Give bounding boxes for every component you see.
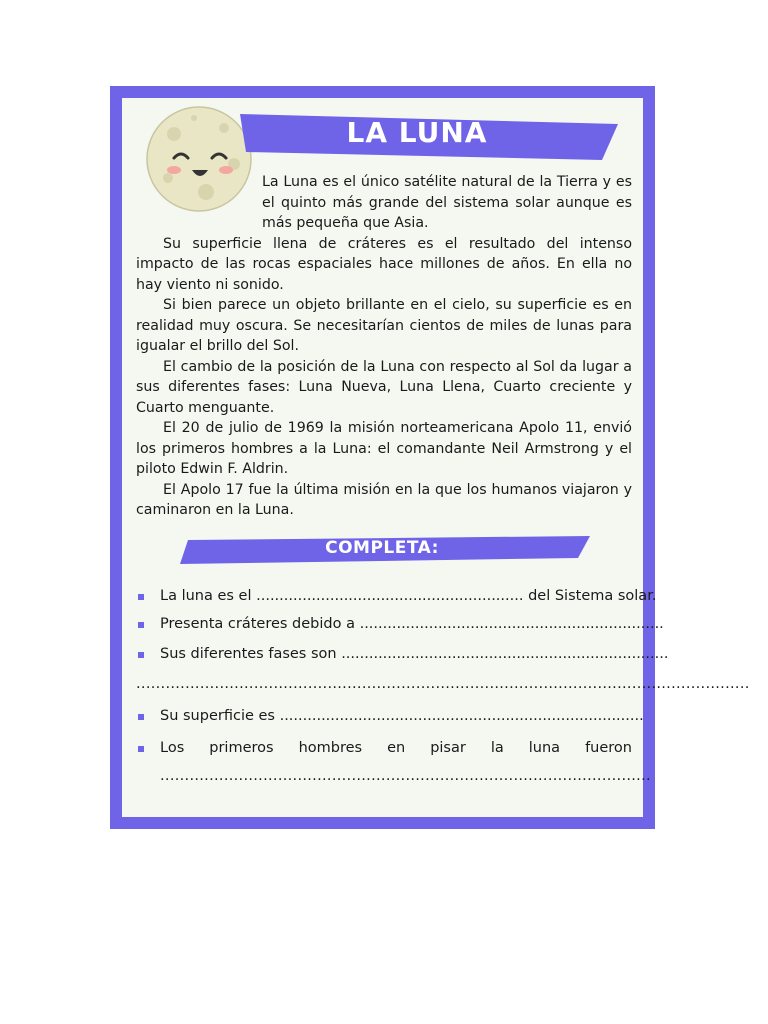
bullet-icon (138, 652, 144, 658)
bullet-icon (138, 622, 144, 628)
bullet-icon (138, 746, 144, 752)
reading-text (136, 172, 632, 521)
paragraph: Su superficie llena de cráteres es el resultado del intenso impacto de las rocas espaciales hace millones de años. En ella no hay viento ni sonido. (136, 235, 632, 293)
page-title: LA LUNA (346, 116, 488, 149)
question-text: Sus diferentes fases son (160, 646, 337, 662)
paragraph: El cambio de la posición de la Luna con respecto al Sol da lugar a sus diferentes fases: Luna Nueva, Luna Llena, Cuarto creciente y Cuarto menguante. (136, 358, 632, 416)
worksheet-frame (110, 86, 750, 829)
section-subtitle: COMPLETA: (325, 538, 439, 558)
question-text: del Sistema solar. (528, 588, 657, 604)
answer-blank[interactable]: ....................................................................... (341, 646, 669, 662)
paragraph: El 20 de julio de 1969 la misión norteamericana Apolo 11, envió los primeros hombres a la Luna: el comandante Neil Armstrong y el piloto Edwin F. Aldrin. (136, 420, 632, 477)
bullet-icon (138, 714, 144, 720)
answer-blank[interactable]: .................................................................. (359, 616, 664, 632)
paragraph: El Apolo 17 fue la última misión en la que los humanos viajaron y caminaron en la Luna. (136, 481, 632, 518)
paragraph: La Luna es el único satélite natural de la Tierra y es el quinto más grande del sistema solar aunque es más pequeña que Asia. (262, 174, 632, 231)
answer-blank[interactable]: ............................................................................... (279, 708, 644, 724)
answer-blank[interactable]: .................................................................................................... (160, 768, 651, 784)
answer-blank[interactable]: .......................................................... (256, 588, 524, 604)
question-text: La luna es el (160, 588, 252, 604)
bullet-icon (138, 594, 144, 600)
answer-blank[interactable]: ............................................................................................................................. (136, 676, 750, 692)
question-text: Presenta cráteres debido a (160, 616, 355, 632)
question-text: Los primeros hombres en pisar la luna fueron (160, 740, 632, 756)
worksheet-paper (122, 98, 750, 817)
paragraph: Si bien parece un objeto brillante en el cielo, su superficie es en realidad muy oscura. Se necesitarían cientos de miles de lunas para igualar el brillo del Sol. (136, 297, 632, 354)
question-text: Su superficie es (160, 708, 275, 724)
